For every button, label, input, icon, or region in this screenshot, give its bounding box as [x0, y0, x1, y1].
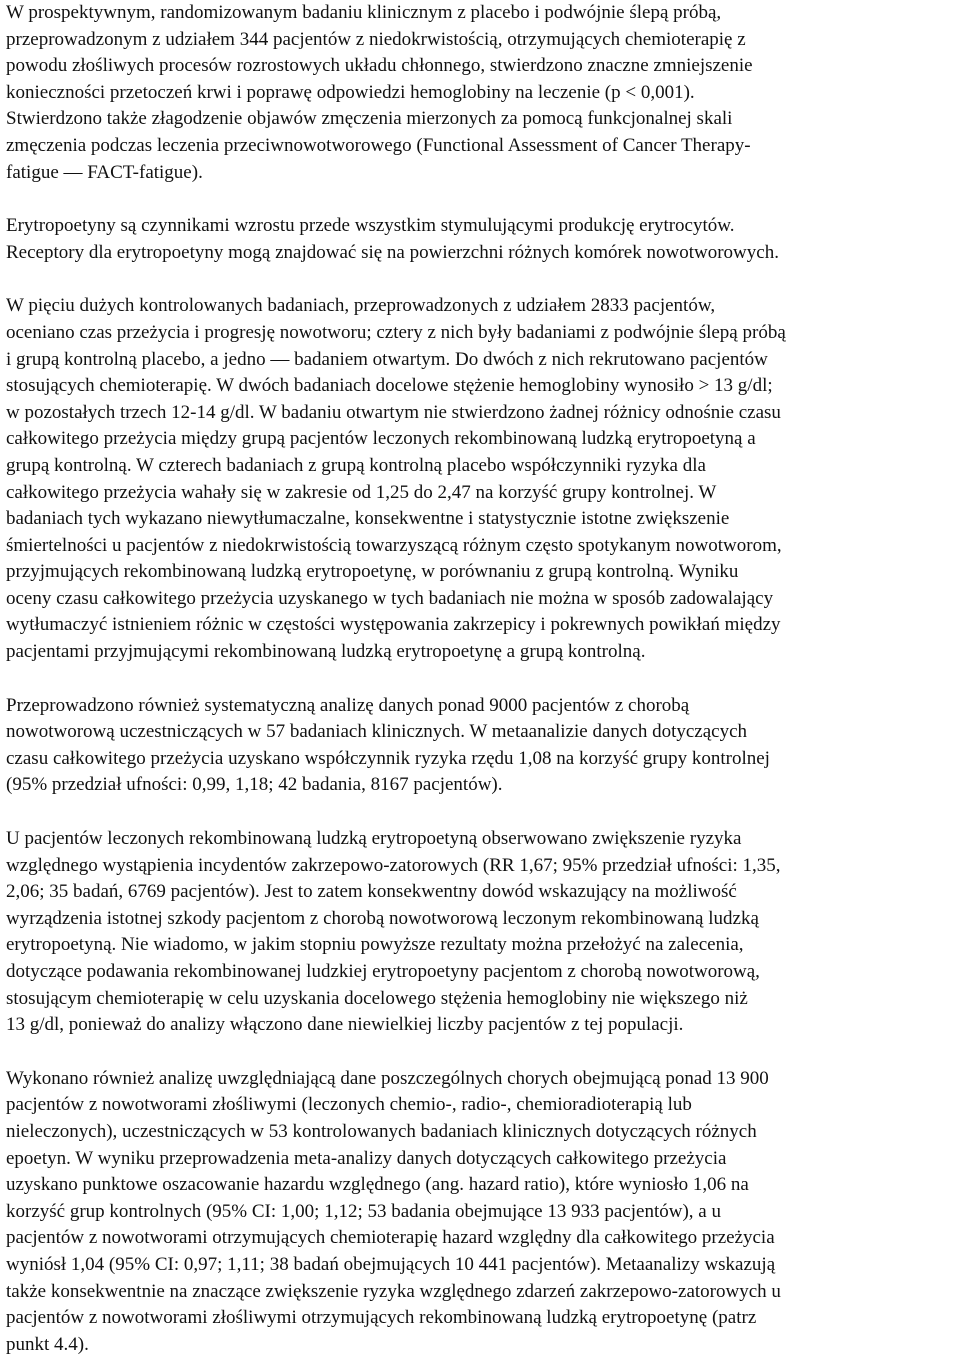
- text-line: konieczności przetoczeń krwi i poprawę odpowiedzi hemoglobiny na leczenie (p < 0,001).: [6, 81, 695, 103]
- paragraph-spacer: [6, 666, 954, 693]
- text-line: pacjentów z nowotworami złośliwymi (leczonych chemio-, radio-, chemioradioterapią lub: [6, 1094, 692, 1116]
- text-line: wytłumaczyć istnieniem różnic w częstości występowania zakrzepicy i pokrewnych powikłań między: [6, 614, 781, 636]
- text-line: (95% przedział ufności: 0,99, 1,18; 42 badania, 8167 pacjentów).: [6, 774, 503, 796]
- text-line: badaniach tych wykazano niewytłumaczalne, konsekwentne i statystycznie istotne zwiększenie: [6, 508, 730, 530]
- paragraph-spacer: [6, 799, 954, 826]
- text-line: zmęczenia podczas leczenia przeciwnowotworowego (Functional Assessment of Cancer Therapy-: [6, 134, 751, 156]
- text-line: całkowitego przeżycia wahały się w zakresie od 1,25 do 2,47 na korzyść grupy kontrolnej. W: [6, 481, 717, 503]
- text-line: wyniósł 1,04 (95% CI: 0,97; 1,11; 38 badań obejmujących 10 441 pacjentów). Metaanalizy wskazują: [6, 1253, 776, 1275]
- text-line: nowotworową uczestniczących w 57 badaniach klinicznych. W metaanalizie danych dotyczących: [6, 721, 748, 743]
- text-line: Erytropoetyny są czynnikami wzrostu przede wszystkim stymulującymi produkcję erytrocytów.: [6, 215, 735, 237]
- text-line: fatigue — FACT-fatigue).: [6, 161, 203, 183]
- paragraph-spacer: [6, 1039, 954, 1066]
- text-line: uzyskano punktowe oszacowanie hazardu względnego (ang. hazard ratio), które wyniosło 1,06 na: [6, 1174, 749, 1196]
- paragraph-five-controlled-studies: [6, 293, 954, 665]
- text-line: oceniano czas przeżycia i progresję nowotworu; cztery z nich były badaniami z podwójnie ślepą próbą: [6, 321, 786, 343]
- text-line: także konsekwentnie na znaczące zwiększenie ryzyka względnego zdarzeń zakrzepowo-zatorowych u: [6, 1280, 781, 1302]
- text-line: 13 g/dl, ponieważ do analizy włączono dane niewielkiej liczby pacjentów z tej populacji.: [6, 1014, 684, 1036]
- text-line: pacjentami przyjmującymi rekombinowaną ludzką erytropoetynę a grupą kontrolną.: [6, 641, 646, 663]
- text-line: pacjentów z nowotworami złośliwymi otrzymujących rekombinowaną ludzką erytropoetynę (patrz: [6, 1307, 757, 1329]
- text-line: punkt 4.4).: [6, 1333, 89, 1355]
- text-line: Stwierdzono także złagodzenie objawów zmęczenia mierzonych za pomocą funkcjonalnej skali: [6, 108, 733, 130]
- text-line: Wykonano również analizę uwzględniającą dane poszczególnych chorych obejmującą ponad 13 900: [6, 1067, 769, 1089]
- text-line: W prospektywnym, randomizowanym badaniu klinicznym z placebo i podwójnie ślepą próbą,: [6, 2, 722, 23]
- text-line: w pozostałych trzech 12-14 g/dl. W badaniu otwartym nie stwierdzono żadnej różnicy odnośnie czasu: [6, 401, 781, 423]
- text-line: i grupą kontrolną placebo, a jedno — badaniem otwartym. Do dwóch z nich rekrutowano pacjentów: [6, 348, 768, 370]
- text-line: wyrządzenia istotnej szkody pacjentom z chorobą nowotworową leczonym rekombinowaną ludzką: [6, 907, 759, 929]
- text-line: grupą kontrolną. W czterech badaniach z grupą kontrolną placebo współczynniki ryzyka dla: [6, 454, 706, 476]
- text-line: względnego wystąpienia incydentów zakrzepowo-zatorowych (RR 1,67; 95% przedział ufności: 1,35,: [6, 854, 781, 876]
- text-line: erytropoetyną. Nie wiadomo, w jakim stopniu powyższe rezultaty można przełożyć na zalecenia,: [6, 934, 744, 956]
- text-line: U pacjentów leczonych rekombinowaną ludzką erytropoetyną obserwowano zwiększenie ryzyka: [6, 828, 742, 850]
- text-line: dotyczące podawania rekombinowanej ludzkiej erytropoetyny pacjentom z chorobą nowotworową,: [6, 961, 760, 982]
- text-line: przyjmujących rekombinowaną ludzką erytropoetynę, w porównaniu z grupą kontrolną. Wyniku: [6, 561, 739, 583]
- text-line: Przeprowadzono również systematyczną analizę danych ponad 9000 pacjentów z chorobą: [6, 694, 690, 716]
- text-line: całkowitego przeżycia między grupą pacjentów leczonych rekombinowaną ludzką erytropoetyną a: [6, 428, 756, 450]
- paragraph-spacer: [6, 266, 954, 293]
- text-line: przeprowadzonym z udziałem 344 pacjentów z niedokrwistością, otrzymujących chemioterapię z: [6, 28, 746, 50]
- text-line: stosujących chemioterapię. W dwóch badaniach docelowe stężenie hemoglobiny wynosiło > 13 g/dl;: [6, 375, 773, 397]
- text-line: korzyść grup kontrolnych (95% CI: 1,00; 1,12; 53 badania obejmujące 13 933 pacjentów), a u: [6, 1200, 721, 1222]
- text-line: oceny czasu całkowitego przeżycia uzyskanego w tych badaniach nie można w sposób zadowalający: [6, 587, 774, 609]
- text-line: W pięciu dużych kontrolowanych badaniach, przeprowadzonych z udziałem 2833 pacjentów,: [6, 295, 716, 317]
- paragraph-study-lymphoma: [6, 0, 954, 186]
- text-line: epoetyn. W wyniku przeprowadzenia meta-analizy danych dotyczących całkowitego przeżycia: [6, 1147, 727, 1169]
- text-line: pacjentów z nowotworami otrzymujących chemioterapię hazard względny dla całkowitego przeżycia: [6, 1227, 775, 1249]
- text-line: czasu całkowitego przeżycia uzyskano współczynnik ryzyka rzędu 1,08 na korzyść grupy kontrolnej: [6, 747, 770, 769]
- paragraph-erythropoietin-receptors: [6, 213, 954, 266]
- paragraph-systematic-analysis: [6, 693, 954, 799]
- text-line: śmiertelności u pacjentów z niedokrwistością towarzyszącą różnym często spotykanym nowotworom,: [6, 534, 782, 556]
- text-line: nieleczonych), uczestniczących w 53 kontrolowanych badaniach klinicznych dotyczących różnych: [6, 1120, 757, 1142]
- text-line: powodu złośliwych procesów rozrostowych układu chłonnego, stwierdzono znaczne zmniejszenie: [6, 55, 753, 77]
- paragraph-spacer: [6, 186, 954, 213]
- text-line: stosującym chemioterapię w celu uzyskania docelowego stężenia hemoglobiny nie większego niż: [6, 987, 748, 1009]
- text-line: Receptory dla erytropoetyny mogą znajdować się na powierzchni różnych komórek nowotworowych.: [6, 241, 779, 263]
- text-line: 2,06; 35 badań, 6769 pacjentów). Jest to zatem konsekwentny dowód wskazujący na możliwość: [6, 881, 737, 903]
- paragraph-patient-level-analysis: [6, 1066, 954, 1358]
- paragraph-thromboembolic-risk: [6, 826, 954, 1039]
